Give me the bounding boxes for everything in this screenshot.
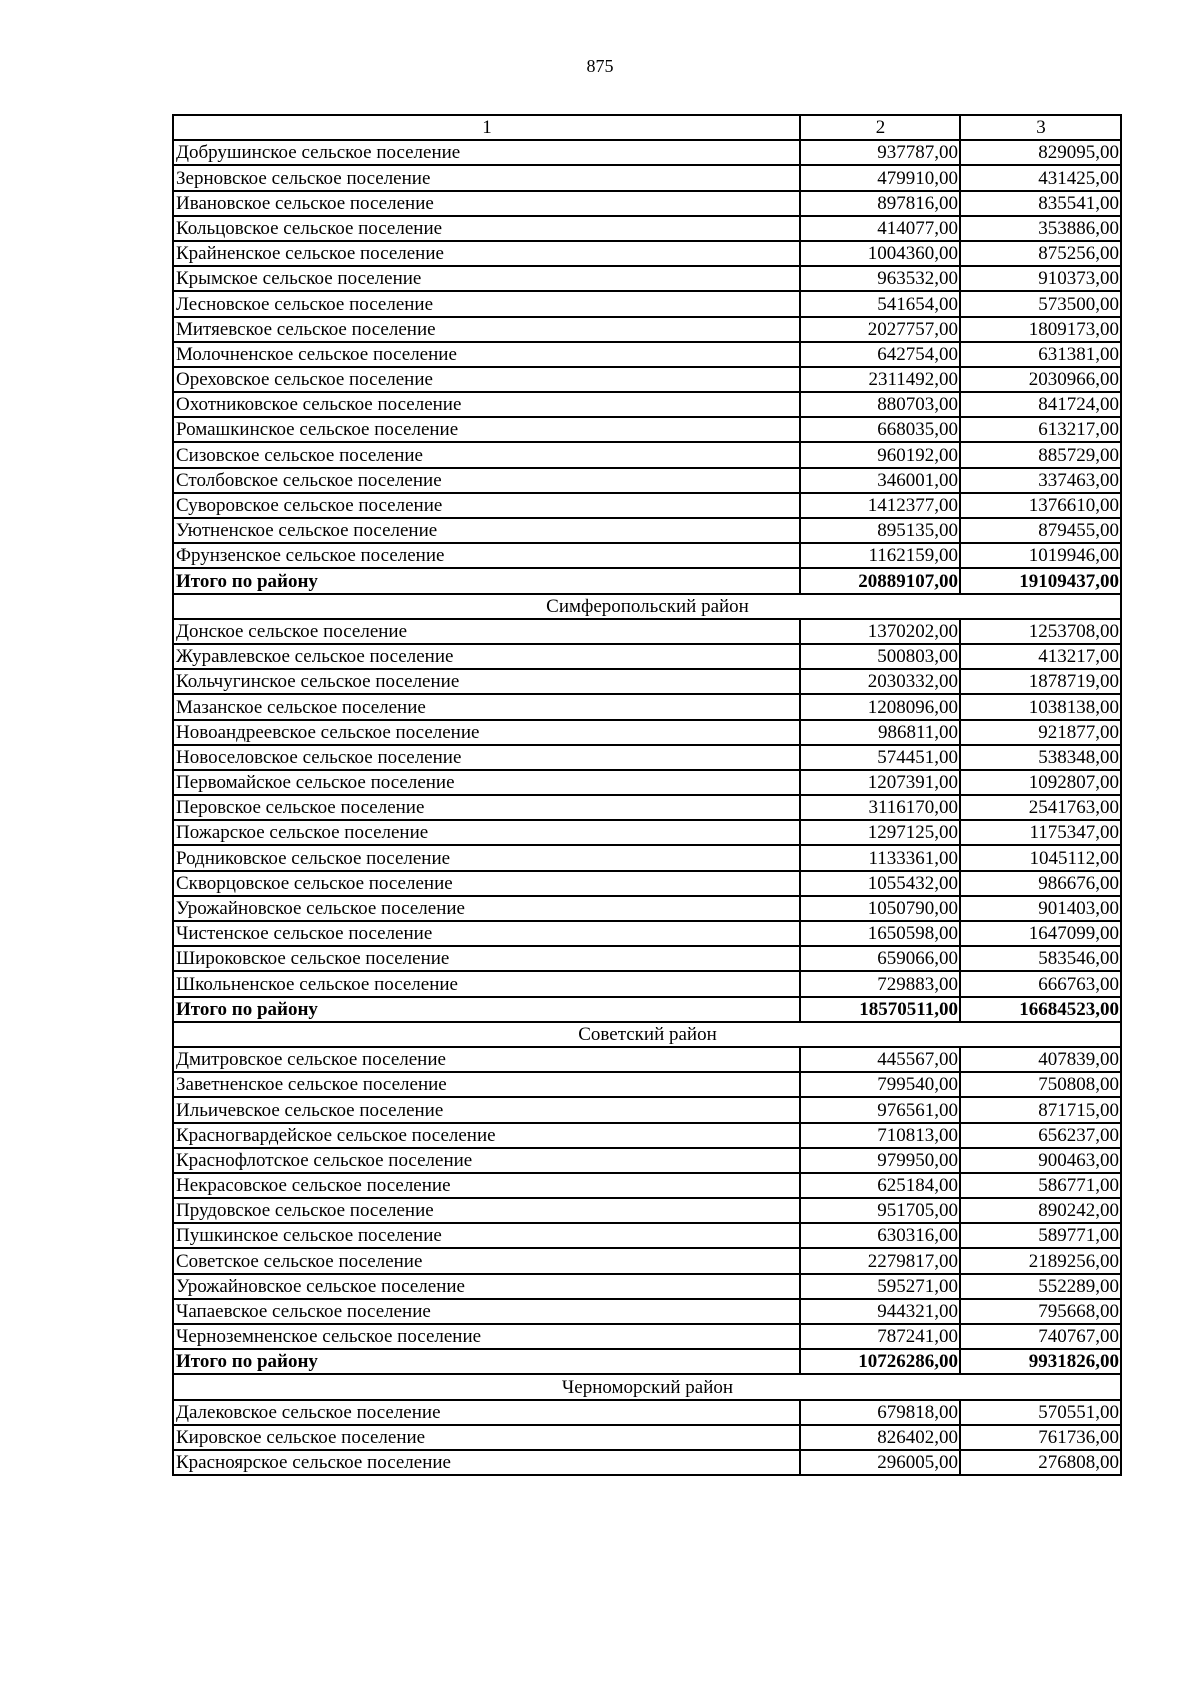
- table-row: [173, 216, 1121, 241]
- table-row: [173, 845, 1121, 870]
- settlement-name: Митяевское сельское поселение: [173, 317, 800, 342]
- value-col-2: 944321,00: [800, 1299, 960, 1324]
- settlement-name: Урожайновское сельское поселение: [173, 1274, 800, 1299]
- value-col-2: 1297125,00: [800, 820, 960, 845]
- settlement-name: Кировское сельское поселение: [173, 1425, 800, 1450]
- value-col-3: 890242,00: [960, 1198, 1121, 1223]
- settlement-name: Лесновское сельское поселение: [173, 291, 800, 316]
- value-col-2: 574451,00: [800, 745, 960, 770]
- value-col-2: 937787,00: [800, 140, 960, 165]
- value-col-2: 826402,00: [800, 1425, 960, 1450]
- value-col-2: 880703,00: [800, 392, 960, 417]
- total-row: [173, 997, 1121, 1022]
- table-row: [173, 871, 1121, 896]
- settlement-name: Некрасовское сельское поселение: [173, 1173, 800, 1198]
- value-col-3: 1253708,00: [960, 619, 1121, 644]
- value-col-2: 729883,00: [800, 971, 960, 996]
- settlement-name: Ивановское сельское поселение: [173, 191, 800, 216]
- settlement-name: Мазанское сельское поселение: [173, 694, 800, 719]
- settlement-name: Донское сельское поселение: [173, 619, 800, 644]
- settlement-name: Красноярское сельское поселение: [173, 1450, 800, 1475]
- settlement-name: Дмитровское сельское поселение: [173, 1047, 800, 1072]
- settlement-name: Перовское сельское поселение: [173, 795, 800, 820]
- total-col-3: 19109437,00: [960, 568, 1121, 593]
- table-row: [173, 317, 1121, 342]
- value-col-2: 595271,00: [800, 1274, 960, 1299]
- value-col-2: 679818,00: [800, 1400, 960, 1425]
- value-col-3: 829095,00: [960, 140, 1121, 165]
- total-col-2: 10726286,00: [800, 1349, 960, 1374]
- value-col-3: 1175347,00: [960, 820, 1121, 845]
- table-row: [173, 1173, 1121, 1198]
- table-row: [173, 241, 1121, 266]
- table-row: [173, 1097, 1121, 1122]
- value-col-2: 2311492,00: [800, 367, 960, 392]
- table-row: [173, 1324, 1121, 1349]
- value-col-2: 1370202,00: [800, 619, 960, 644]
- table-row: [173, 165, 1121, 190]
- page-number: 875: [586, 56, 614, 76]
- value-col-2: 445567,00: [800, 1047, 960, 1072]
- settlement-name: Столбовское сельское поселение: [173, 468, 800, 493]
- value-col-2: 979950,00: [800, 1148, 960, 1173]
- value-col-3: 740767,00: [960, 1324, 1121, 1349]
- settlement-name: Широковское сельское поселение: [173, 946, 800, 971]
- value-col-2: 479910,00: [800, 165, 960, 190]
- table-row: [173, 493, 1121, 518]
- header-col-1: 1: [173, 115, 800, 140]
- total-col-2: 20889107,00: [800, 568, 960, 593]
- value-col-3: 1376610,00: [960, 493, 1121, 518]
- settlement-name: Уютненское сельское поселение: [173, 518, 800, 543]
- total-row: [173, 1349, 1121, 1374]
- table-row: [173, 191, 1121, 216]
- value-col-2: 1208096,00: [800, 694, 960, 719]
- settlement-name: Скворцовское сельское поселение: [173, 871, 800, 896]
- value-col-3: 583546,00: [960, 946, 1121, 971]
- value-col-2: 787241,00: [800, 1324, 960, 1349]
- value-col-3: 573500,00: [960, 291, 1121, 316]
- budget-table: [172, 114, 1122, 1476]
- value-col-3: 413217,00: [960, 644, 1121, 669]
- settlement-name: Черноземненское сельское поселение: [173, 1324, 800, 1349]
- section-title-row: [173, 594, 1121, 619]
- table-row: [173, 694, 1121, 719]
- table-row: [173, 367, 1121, 392]
- table-row: [173, 720, 1121, 745]
- section-title-row: [173, 1022, 1121, 1047]
- table-row: [173, 1299, 1121, 1324]
- section-title: Советский район: [173, 1022, 1121, 1047]
- settlement-name: Крайненское сельское поселение: [173, 241, 800, 266]
- total-col-3: 16684523,00: [960, 997, 1121, 1022]
- value-col-3: 1019946,00: [960, 543, 1121, 568]
- table-row: [173, 518, 1121, 543]
- value-col-3: 910373,00: [960, 266, 1121, 291]
- value-col-3: 986676,00: [960, 871, 1121, 896]
- value-col-2: 1050790,00: [800, 896, 960, 921]
- value-col-3: 570551,00: [960, 1400, 1121, 1425]
- settlement-name: Школьненское сельское поселение: [173, 971, 800, 996]
- value-col-2: 710813,00: [800, 1123, 960, 1148]
- value-col-3: 1045112,00: [960, 845, 1121, 870]
- value-col-3: 586771,00: [960, 1173, 1121, 1198]
- value-col-2: 963532,00: [800, 266, 960, 291]
- value-col-3: 666763,00: [960, 971, 1121, 996]
- table-body: [173, 115, 1121, 1475]
- value-col-3: 2030966,00: [960, 367, 1121, 392]
- table-row: [173, 543, 1121, 568]
- table-row: [173, 291, 1121, 316]
- value-col-3: 656237,00: [960, 1123, 1121, 1148]
- total-col-3: 9931826,00: [960, 1349, 1121, 1374]
- value-col-3: 1038138,00: [960, 694, 1121, 719]
- value-col-3: 552289,00: [960, 1274, 1121, 1299]
- settlement-name: Краснофлотское сельское поселение: [173, 1148, 800, 1173]
- settlement-name: Новоандреевское сельское поселение: [173, 720, 800, 745]
- settlement-name: Кольцовское сельское поселение: [173, 216, 800, 241]
- value-col-3: 2541763,00: [960, 795, 1121, 820]
- value-col-2: 296005,00: [800, 1450, 960, 1475]
- settlement-name: Заветненское сельское поселение: [173, 1072, 800, 1097]
- table-row: [173, 442, 1121, 467]
- value-col-2: 414077,00: [800, 216, 960, 241]
- section-title: Симферопольский район: [173, 594, 1121, 619]
- value-col-3: 337463,00: [960, 468, 1121, 493]
- value-col-2: 1055432,00: [800, 871, 960, 896]
- value-col-3: 431425,00: [960, 165, 1121, 190]
- table-row: [173, 946, 1121, 971]
- value-col-3: 407839,00: [960, 1047, 1121, 1072]
- value-col-3: 589771,00: [960, 1223, 1121, 1248]
- value-col-3: 538348,00: [960, 745, 1121, 770]
- table-row: [173, 417, 1121, 442]
- table-row: [173, 1223, 1121, 1248]
- value-col-2: 951705,00: [800, 1198, 960, 1223]
- settlement-name: Ореховское сельское поселение: [173, 367, 800, 392]
- value-col-2: 630316,00: [800, 1223, 960, 1248]
- section-title: Черноморский район: [173, 1374, 1121, 1399]
- table-row: [173, 669, 1121, 694]
- value-col-2: 500803,00: [800, 644, 960, 669]
- table-row: [173, 745, 1121, 770]
- value-col-2: 2279817,00: [800, 1248, 960, 1273]
- settlement-name: Пожарское сельское поселение: [173, 820, 800, 845]
- value-col-2: 1162159,00: [800, 543, 960, 568]
- header-col-2: 2: [800, 115, 960, 140]
- settlement-name: Пушкинское сельское поселение: [173, 1223, 800, 1248]
- table-row: [173, 644, 1121, 669]
- settlement-name: Ромашкинское сельское поселение: [173, 417, 800, 442]
- value-col-3: 1878719,00: [960, 669, 1121, 694]
- table-row: [173, 1072, 1121, 1097]
- table-row: [173, 1148, 1121, 1173]
- settlement-name: Молочненское сельское поселение: [173, 342, 800, 367]
- value-col-3: 631381,00: [960, 342, 1121, 367]
- table-row: [173, 1450, 1121, 1475]
- settlement-name: Журавлевское сельское поселение: [173, 644, 800, 669]
- value-col-3: 613217,00: [960, 417, 1121, 442]
- value-col-2: 3116170,00: [800, 795, 960, 820]
- settlement-name: Суворовское сельское поселение: [173, 493, 800, 518]
- table-row: [173, 921, 1121, 946]
- value-col-2: 1650598,00: [800, 921, 960, 946]
- header-row: [173, 115, 1121, 140]
- value-col-3: 1809173,00: [960, 317, 1121, 342]
- settlement-name: Охотниковское сельское поселение: [173, 392, 800, 417]
- table-row: [173, 342, 1121, 367]
- settlement-name: Родниковское сельское поселение: [173, 845, 800, 870]
- settlement-name: Урожайновское сельское поселение: [173, 896, 800, 921]
- settlement-name: Кольчугинское сельское поселение: [173, 669, 800, 694]
- value-col-3: 795668,00: [960, 1299, 1121, 1324]
- value-col-3: 835541,00: [960, 191, 1121, 216]
- value-col-2: 1004360,00: [800, 241, 960, 266]
- settlement-name: Зерновское сельское поселение: [173, 165, 800, 190]
- value-col-2: 895135,00: [800, 518, 960, 543]
- settlement-name: Сизовское сельское поселение: [173, 442, 800, 467]
- total-label: Итого по району: [173, 997, 800, 1022]
- value-col-3: 2189256,00: [960, 1248, 1121, 1273]
- table-row: [173, 1123, 1121, 1148]
- settlement-name: Добрушинское сельское поселение: [173, 140, 800, 165]
- settlement-name: Крымское сельское поселение: [173, 266, 800, 291]
- value-col-3: 353886,00: [960, 216, 1121, 241]
- value-col-2: 2030332,00: [800, 669, 960, 694]
- settlement-name: Ильичевское сельское поселение: [173, 1097, 800, 1122]
- total-label: Итого по району: [173, 568, 800, 593]
- table-row: [173, 1248, 1121, 1273]
- table-row: [173, 820, 1121, 845]
- value-col-3: 871715,00: [960, 1097, 1121, 1122]
- table-row: [173, 795, 1121, 820]
- value-col-3: 1647099,00: [960, 921, 1121, 946]
- value-col-2: 1412377,00: [800, 493, 960, 518]
- value-col-3: 900463,00: [960, 1148, 1121, 1173]
- value-col-2: 986811,00: [800, 720, 960, 745]
- header-col-3: 3: [960, 115, 1121, 140]
- value-col-3: 1092807,00: [960, 770, 1121, 795]
- settlement-name: Фрунзенское сельское поселение: [173, 543, 800, 568]
- value-col-2: 642754,00: [800, 342, 960, 367]
- value-col-2: 668035,00: [800, 417, 960, 442]
- value-col-2: 799540,00: [800, 1072, 960, 1097]
- value-col-2: 976561,00: [800, 1097, 960, 1122]
- settlement-name: Чистенское сельское поселение: [173, 921, 800, 946]
- value-col-3: 879455,00: [960, 518, 1121, 543]
- value-col-3: 921877,00: [960, 720, 1121, 745]
- value-col-2: 346001,00: [800, 468, 960, 493]
- table-row: [173, 140, 1121, 165]
- value-col-2: 1207391,00: [800, 770, 960, 795]
- value-col-3: 875256,00: [960, 241, 1121, 266]
- table-row: [173, 971, 1121, 996]
- value-col-3: 276808,00: [960, 1450, 1121, 1475]
- table-row: [173, 896, 1121, 921]
- value-col-3: 901403,00: [960, 896, 1121, 921]
- table-row: [173, 392, 1121, 417]
- table-row: [173, 468, 1121, 493]
- table-row: [173, 1047, 1121, 1072]
- value-col-2: 1133361,00: [800, 845, 960, 870]
- value-col-2: 625184,00: [800, 1173, 960, 1198]
- settlement-name: Советское сельское поселение: [173, 1248, 800, 1273]
- settlement-name: Прудовское сельское поселение: [173, 1198, 800, 1223]
- total-label: Итого по району: [173, 1349, 800, 1374]
- table-row: [173, 619, 1121, 644]
- table-row: [173, 1198, 1121, 1223]
- table-row: [173, 1400, 1121, 1425]
- settlement-name: Красногвардейское сельское поселение: [173, 1123, 800, 1148]
- total-row: [173, 568, 1121, 593]
- value-col-3: 841724,00: [960, 392, 1121, 417]
- value-col-2: 659066,00: [800, 946, 960, 971]
- table-row: [173, 266, 1121, 291]
- total-col-2: 18570511,00: [800, 997, 960, 1022]
- settlement-name: Далековское сельское поселение: [173, 1400, 800, 1425]
- value-col-3: 750808,00: [960, 1072, 1121, 1097]
- settlement-name: Чапаевское сельское поселение: [173, 1299, 800, 1324]
- value-col-2: 897816,00: [800, 191, 960, 216]
- settlement-name: Первомайское сельское поселение: [173, 770, 800, 795]
- settlement-name: Новоселовское сельское поселение: [173, 745, 800, 770]
- value-col-2: 2027757,00: [800, 317, 960, 342]
- value-col-3: 761736,00: [960, 1425, 1121, 1450]
- table-row: [173, 1274, 1121, 1299]
- section-title-row: [173, 1374, 1121, 1399]
- table-row: [173, 770, 1121, 795]
- table-row: [173, 1425, 1121, 1450]
- value-col-3: 885729,00: [960, 442, 1121, 467]
- value-col-2: 960192,00: [800, 442, 960, 467]
- value-col-2: 541654,00: [800, 291, 960, 316]
